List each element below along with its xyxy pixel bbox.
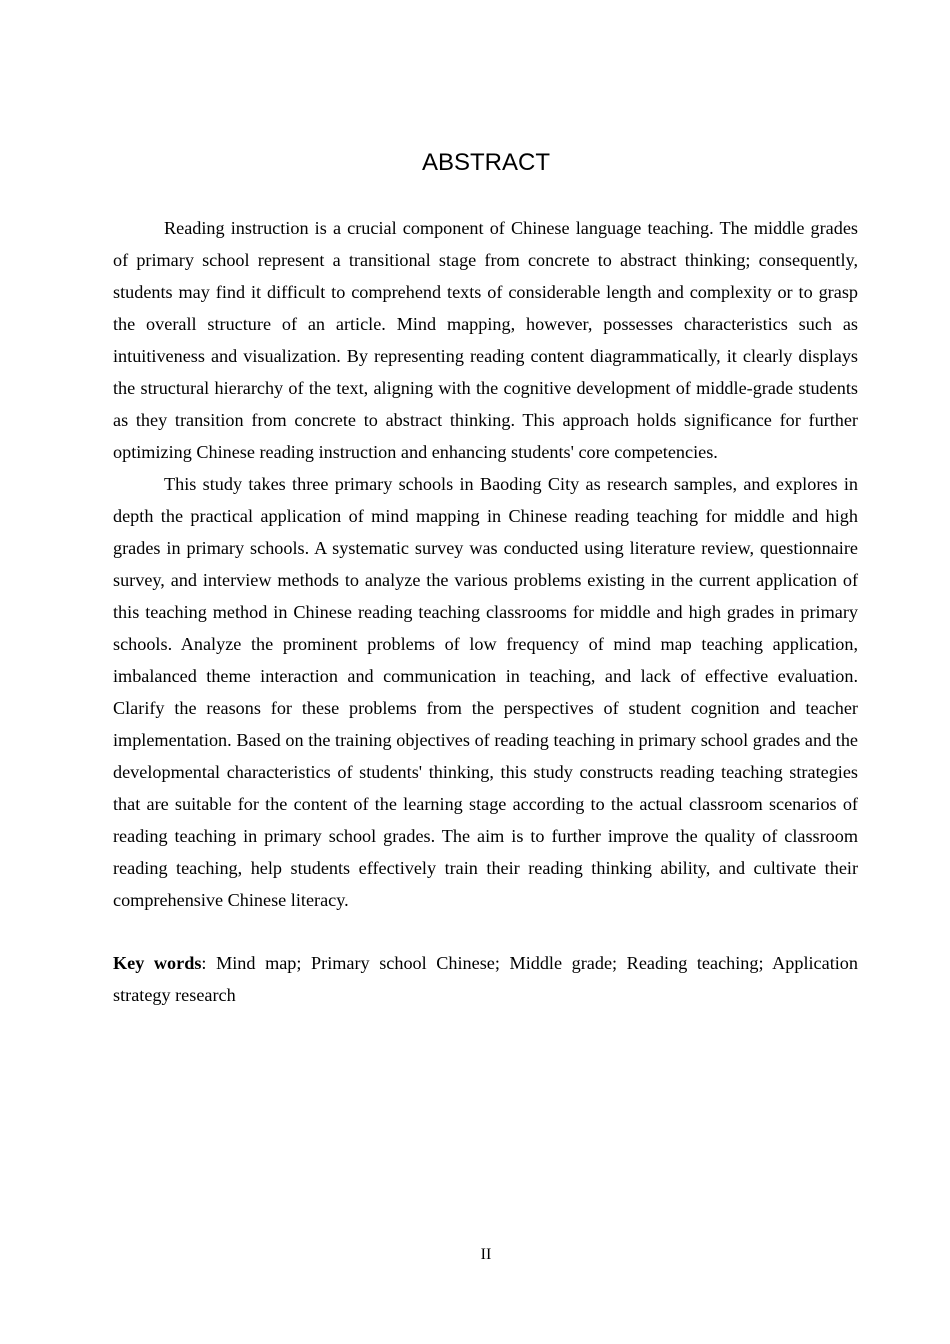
keywords-line [113, 947, 858, 1011]
keywords-separator: : [201, 953, 217, 973]
keywords-text: Mind map; Primary school Chinese; Middle grade; Reading teaching; Application strategy research [113, 953, 858, 1005]
abstract-body [113, 212, 858, 1011]
keywords-label: Key words [113, 953, 202, 973]
abstract-title: ABSTRACT [421, 149, 550, 176]
abstract-paragraph-1: Reading instruction is a crucial component of Chinese language teaching. The middle grades of primary school represent a transitional stage from concrete to abstract thinking; consequently, students may find it difficult to comprehend texts of considerable length and complexity or to grasp the overall structure of an article. Mind mapping, however, possesses characteristics such as intuitiveness and visualization. By representing reading content diagrammatically, it clearly displays the structural hierarchy of the text, aligning with the cognitive development of middle-grade students as they transition from concrete to abstract thinking. This approach holds significance for further optimizing Chinese reading instruction and enhancing students' core competencies. [113, 218, 858, 462]
abstract-paragraph-2: This study takes three primary schools in Baoding City as research samples, and explores in depth the practical application of mind mapping in Chinese reading teaching for middle and high grades in primary schools. A systematic survey was conducted using literature review, questionnaire survey, and interview methods to analyze the various problems existing in the current application of this teaching method in Chinese reading teaching classrooms for middle and high grades in primary schools. Analyze the prominent problems of low frequency of mind map teaching application, imbalanced theme interaction and communication in teaching, and lack of effective evaluation. Clarify the reasons for these problems from the perspectives of student cognition and teacher implementation. Based on the training objectives of reading teaching in primary school grades and the developmental characteristics of students' thinking, this study constructs reading teaching strategies that are suitable for the content of the learning stage according to the actual classroom scenarios of reading teaching in primary school grades. The aim is to further improve the quality of classroom reading teaching, help students effectively train their reading thinking ability, and cultivate their comprehensive Chinese literacy. [113, 474, 858, 910]
page-number: II [480, 1246, 492, 1263]
